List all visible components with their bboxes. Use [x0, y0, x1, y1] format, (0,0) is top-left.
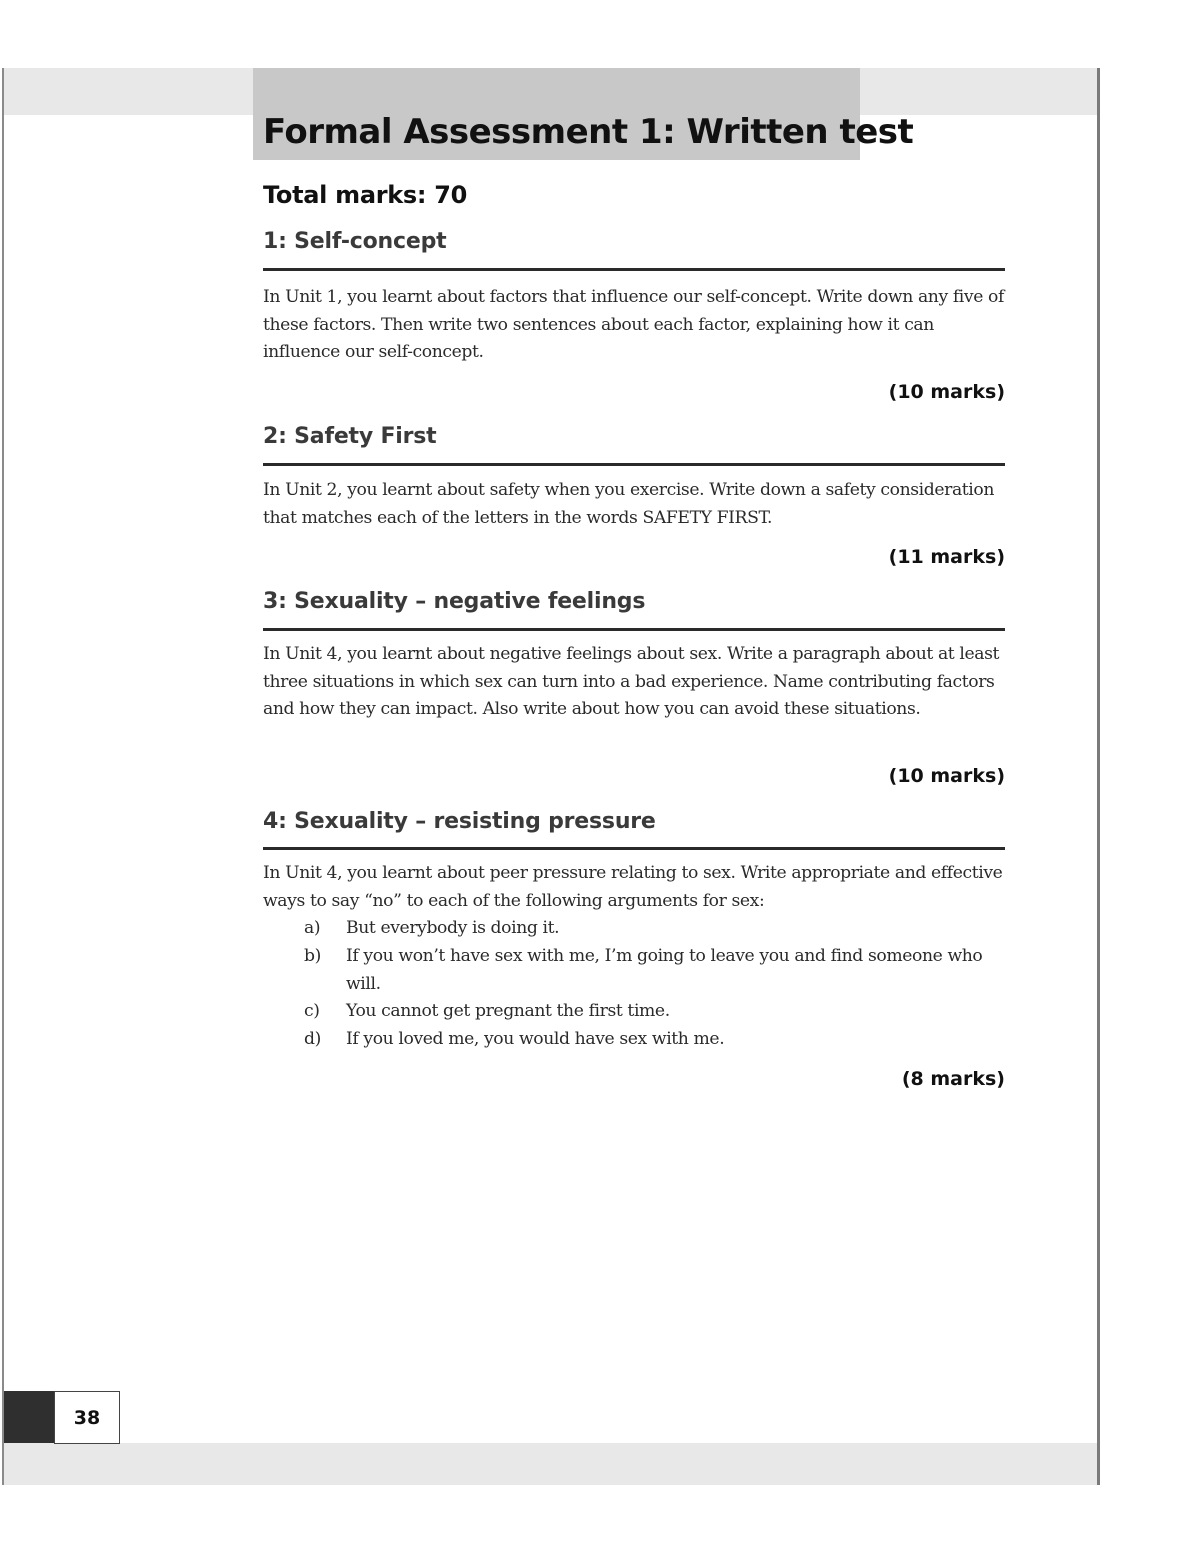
section-3-body: In Unit 4, you learnt about negative feelings about sex. Write a paragraph about at least three situations in which sex can turn into a bad experience. Name contributing factors and how they can impact. Also write about how you can avoid these situations.: [263, 644, 1000, 719]
section-1-heading: 1: Self-concept: [263, 229, 447, 254]
section-2-body: In Unit 2, you learnt about safety when you exercise. Write down a safety consideration that matches each of the letters in the words SAFETY FIRST.: [263, 480, 995, 528]
section-2-rule: [263, 463, 1005, 466]
footer-band: [4, 1443, 1097, 1485]
list-item-text: You cannot get pregnant the first time.: [346, 1001, 670, 1021]
page-title: Formal Assessment 1: Written test: [263, 112, 914, 152]
page-number: 38: [54, 1391, 120, 1444]
list-item-a: [304, 915, 1014, 943]
list-item-letter: a): [304, 918, 321, 938]
list-item-c: [304, 998, 1014, 1026]
section-2-marks: (11 marks): [888, 546, 1005, 568]
list-item-text: If you loved me, you would have sex with me.: [346, 1029, 725, 1049]
section-4-rule: [263, 847, 1005, 850]
section-1-body: In Unit 1, you learnt about factors that influence our self-concept. Write down any five of these factors. Then write two sentences about each factor, explaining how it can influence our self-concept.: [263, 287, 1004, 362]
section-3-marks: (10 marks): [888, 765, 1005, 787]
list-item-letter: b): [304, 946, 321, 966]
section-1-marks: (10 marks): [888, 381, 1005, 403]
section-3-heading: 3: Sexuality – negative feelings: [263, 589, 646, 614]
section-1-rule: [263, 268, 1005, 271]
list-item-letter: d): [304, 1029, 321, 1049]
list-item-d: [304, 1026, 1014, 1054]
page-number-tab: [4, 1391, 54, 1443]
section-4-marks: (8 marks): [901, 1068, 1005, 1090]
list-item-text: But everybody is doing it.: [346, 918, 560, 938]
section-2-heading: 2: Safety First: [263, 424, 437, 449]
section-3-rule: [263, 628, 1005, 631]
total-marks: Total marks: 70: [263, 181, 468, 209]
list-item-text: If you won’t have sex with me, I’m going to leave you and find someone who will.: [346, 946, 983, 994]
section-4-body: In Unit 4, you learnt about peer pressure relating to sex. Write appropriate and effective ways to say “no” to each of the following arguments for sex:: [263, 863, 1003, 911]
list-item-b: [304, 943, 1014, 998]
section-4-heading: 4: Sexuality – resisting pressure: [263, 809, 656, 834]
list-item-letter: c): [304, 1001, 320, 1021]
